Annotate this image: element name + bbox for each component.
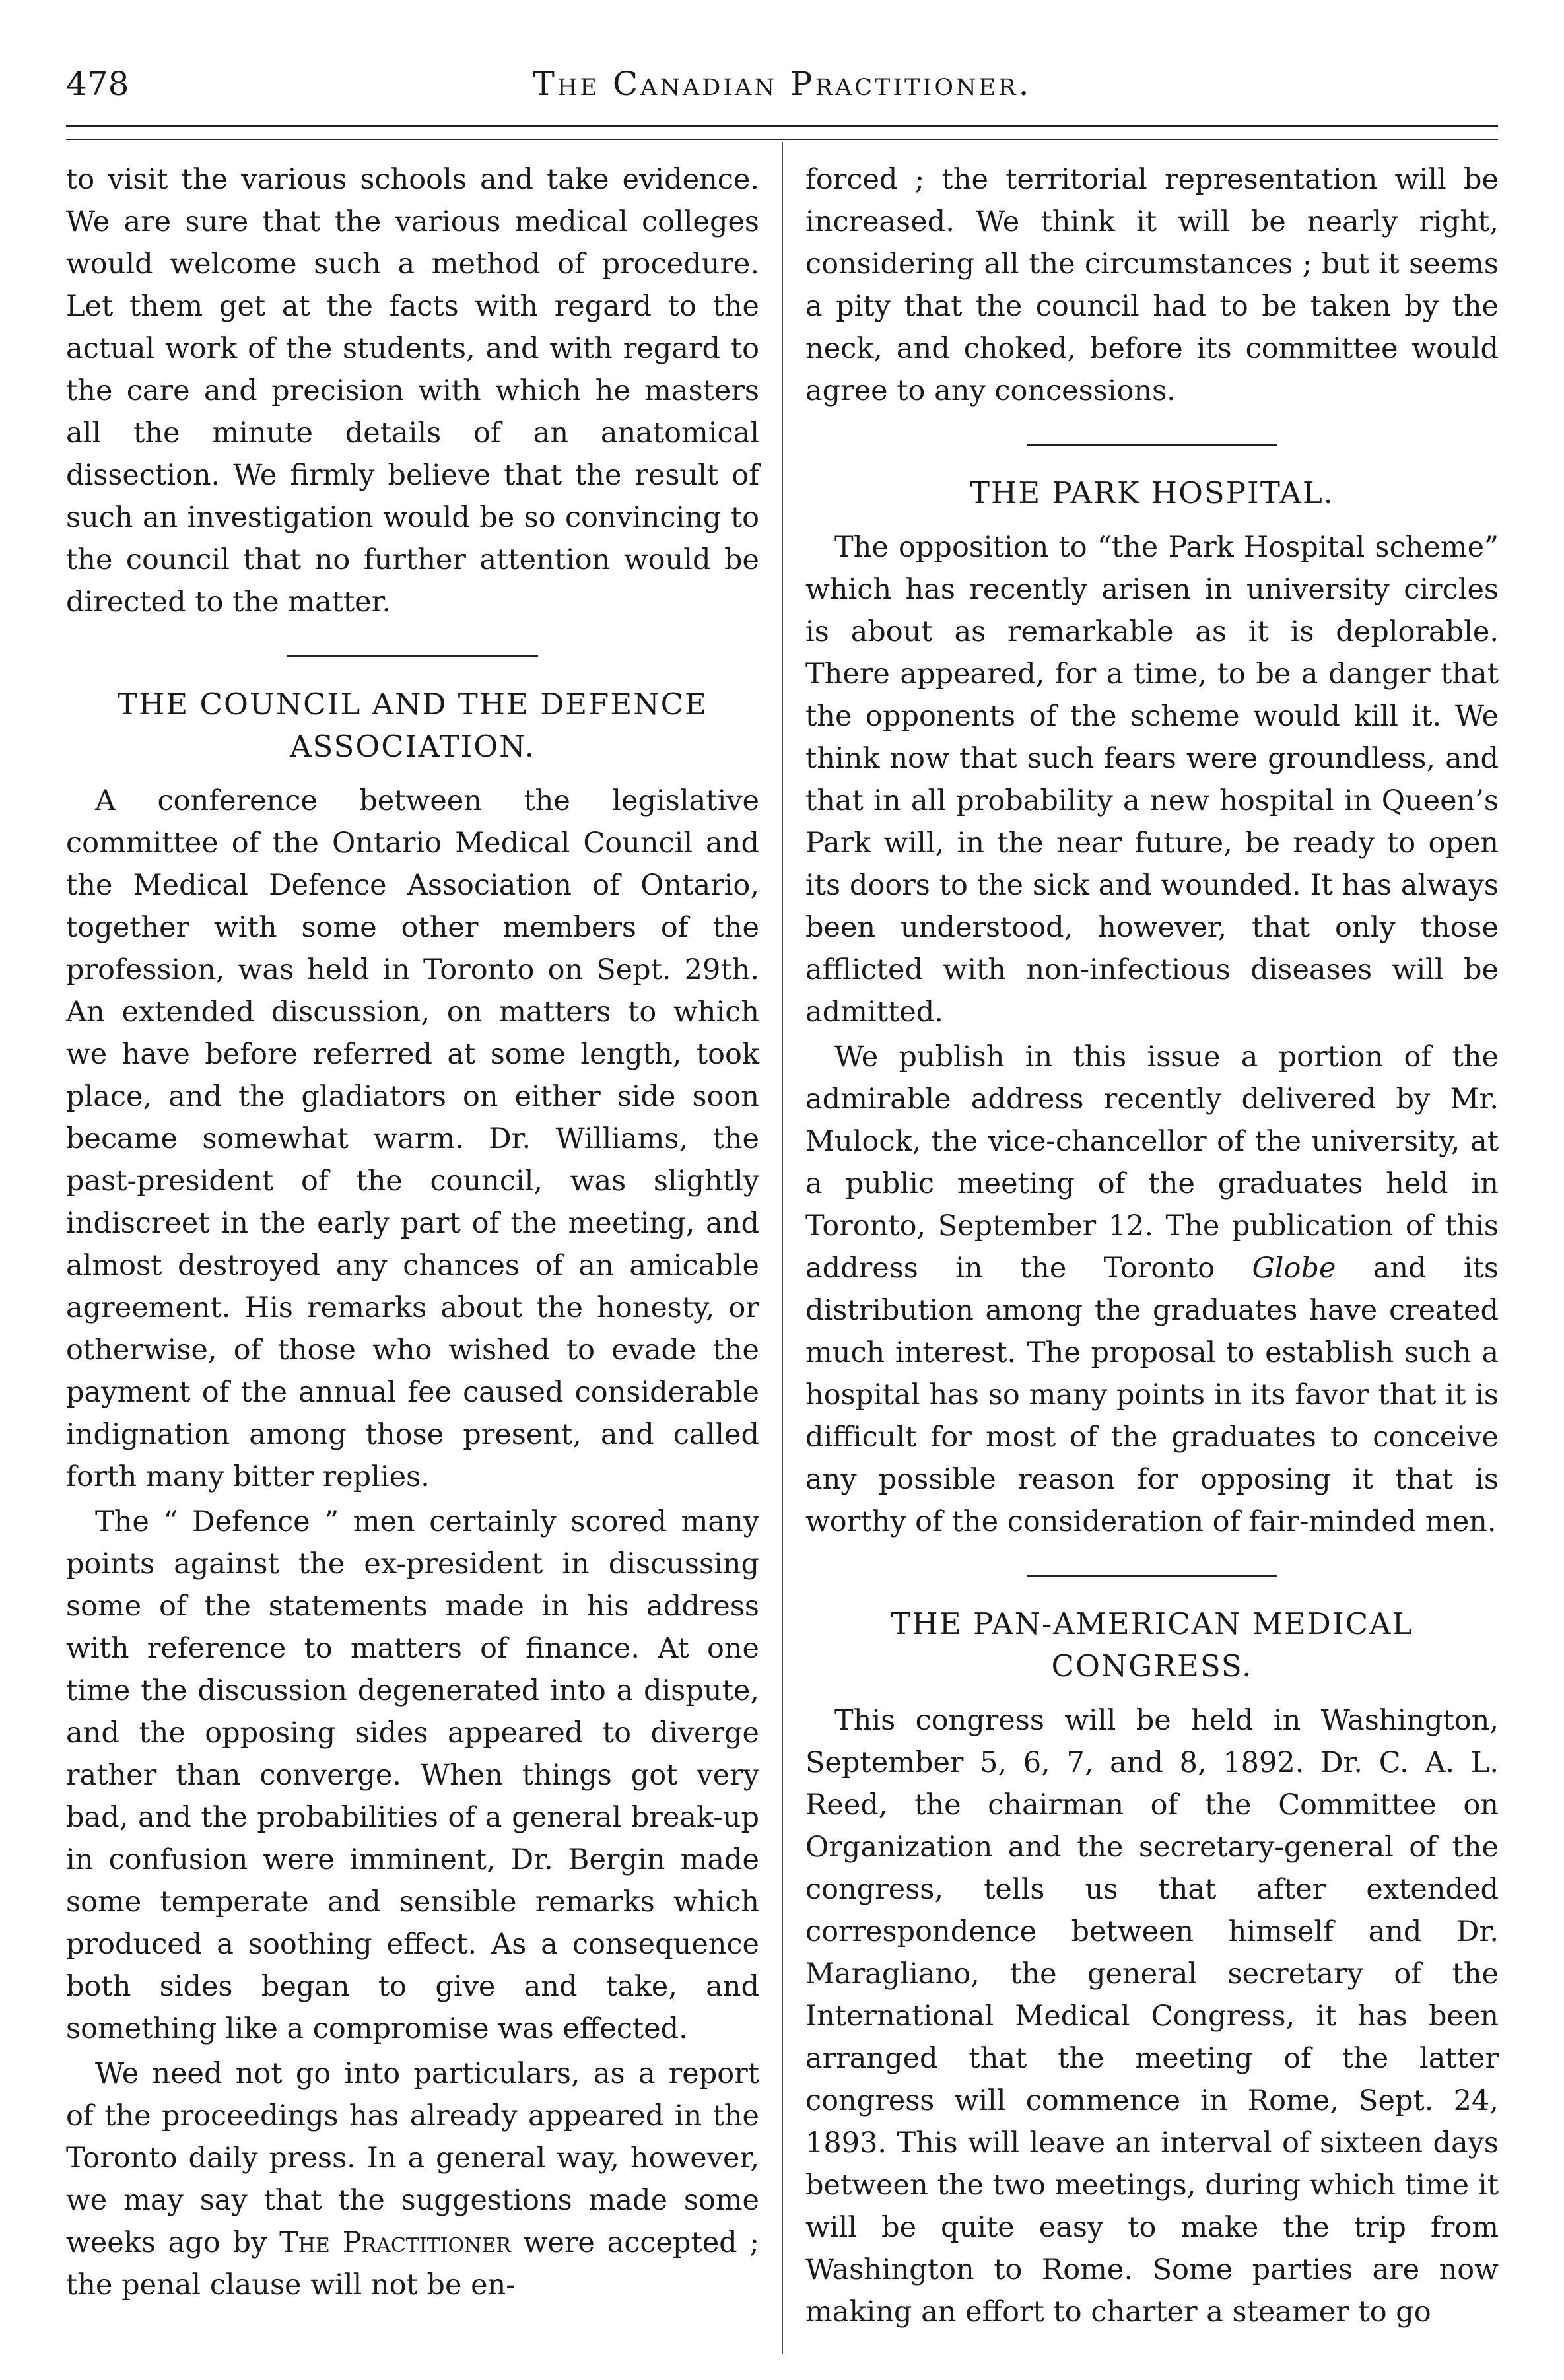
section-separator bbox=[1027, 444, 1277, 446]
paragraph-congress: This congress will be held in Washington, September 5, 6, 7, and 8, 1892. Dr. C. A. L. Reed, the chairman of the Committee on Organization and the secretary-general of the congress, tells us that after extended correspondence between himself and Dr. Maragliano, the general secretary of the International Medical Congress, it has been arranged that the meeting of the latter congress will commence in Rome, Sept. 24, 1893. This will leave an interval of sixteen days between the two meetings, during which time it will be quite easy to make the trip from Washington to Rome. Some parties are now making an effort to charter a steamer to go bbox=[805, 1704, 1499, 2329]
journal-title: The Canadian Practitioner. bbox=[532, 65, 1032, 103]
section-separator bbox=[287, 655, 538, 657]
journal-name-small-caps: The Practitioner bbox=[279, 2226, 511, 2259]
page-number: 478 bbox=[66, 65, 129, 103]
running-header bbox=[66, 58, 1498, 118]
right-column bbox=[805, 158, 1499, 2336]
header-rule-top bbox=[66, 125, 1498, 127]
column-divider bbox=[782, 142, 783, 2354]
paragraph-forced: forced ; the territorial representation will be increased. We think it will be nearly right, considering all the circumstances ; but it seems a pity that the council had to be taken by the neck, and choked, before its committee would agree to any concessions. bbox=[805, 163, 1499, 407]
paragraph-defence-men: The “ Defence ” men certainly scored many points against the ex-president in discussing some of the statements made in his address with reference to matters of finance. At one time the discussion degenerated into a dispute, and the opposing sides appeared to diverge rather than converge. When things got very bad, and the probabilities of a general break-up in confusion were imminent, Dr. Bergin made some temperate and sensible remarks which produced a soothing effect. As a consequence both sides began to give and take, and something like a compromise was effected. bbox=[66, 1505, 759, 2045]
globe-italic: Globe bbox=[1252, 1252, 1336, 1285]
paragraph-conference: A conference between the legislative committee of the Ontario Medical Council and the Medical Defence Association of Ontario, together with some other members of the profession, was held in Toronto on Sept. 29th. An extended discussion, on matters to which we have before referred at some length, took place, and the gladiators on either side soon became somewhat warm. Dr. Williams, the past-president of the council, was slightly indiscreet in the early part of the meeting, and almost destroyed any chances of an amicable agreement. His remarks about the honesty, or otherwise, of those who wished to evade the payment of the annual fee caused considerable indignation among those present, and called forth many bitter replies. bbox=[66, 784, 759, 1493]
heading-park-hospital: THE PARK HOSPITAL. bbox=[969, 475, 1335, 510]
heading-pan-american: THE PAN-AMERICAN MEDICAL CONGRESS. bbox=[891, 1606, 1413, 1683]
paragraph-particulars: We need not go into particulars, as a report of the proceedings has already appeared in the Toronto daily press. In a general way, however, we may say that the suggestions made some weeks ago by The Practitioner were accepted ; the penal clause will not be en- bbox=[66, 2057, 759, 2301]
left-column bbox=[66, 158, 759, 2309]
header-rule-bottom bbox=[66, 139, 1498, 140]
heading-council-defence: THE COUNCIL AND THE DEFENCE ASSOCIATION. bbox=[118, 687, 708, 764]
paragraph-publish: We publish in this issue a portion of the admirable address recently delivered by Mr. Mulock, the vice-chancellor of the university, at a public meeting of the graduates held in Toronto, September 12. The publication of this address in the Toronto Globe and its distribution among the graduates have created much interest. The proposal to establish such a hospital has so many points in its favor that it is difficult for most of the graduates to conceive any possible reason for opposing it that is worthy of the consideration of fair-minded men. bbox=[805, 1040, 1499, 1538]
paragraph-opposition: The opposition to “the Park Hospital scheme” which has recently arisen in university circles is about as remarkable as it is deplorable. There appeared, for a time, to be a danger that the opponents of the scheme would kill it. We think now that such fears were groundless, and that in all probability a new hospital in Queen’s Park will, in the near future, be ready to open its doors to the sick and wounded. It has always been understood, however, that only those afflicted with non-infectious diseases will be admitted. bbox=[805, 531, 1499, 1029]
section-separator bbox=[1027, 1575, 1277, 1577]
paragraph-continued: to visit the various schools and take evidence. We are sure that the various medical colleges would welcome such a method of procedure. Let them get at the facts with regard to the actual work of the students, and with regard to the care and precision with which he masters all the minute details of an anatomical dissection. We firmly believe that the result of such an investigation would be so convincing to the council that no further attention would be directed to the matter. bbox=[66, 163, 759, 619]
